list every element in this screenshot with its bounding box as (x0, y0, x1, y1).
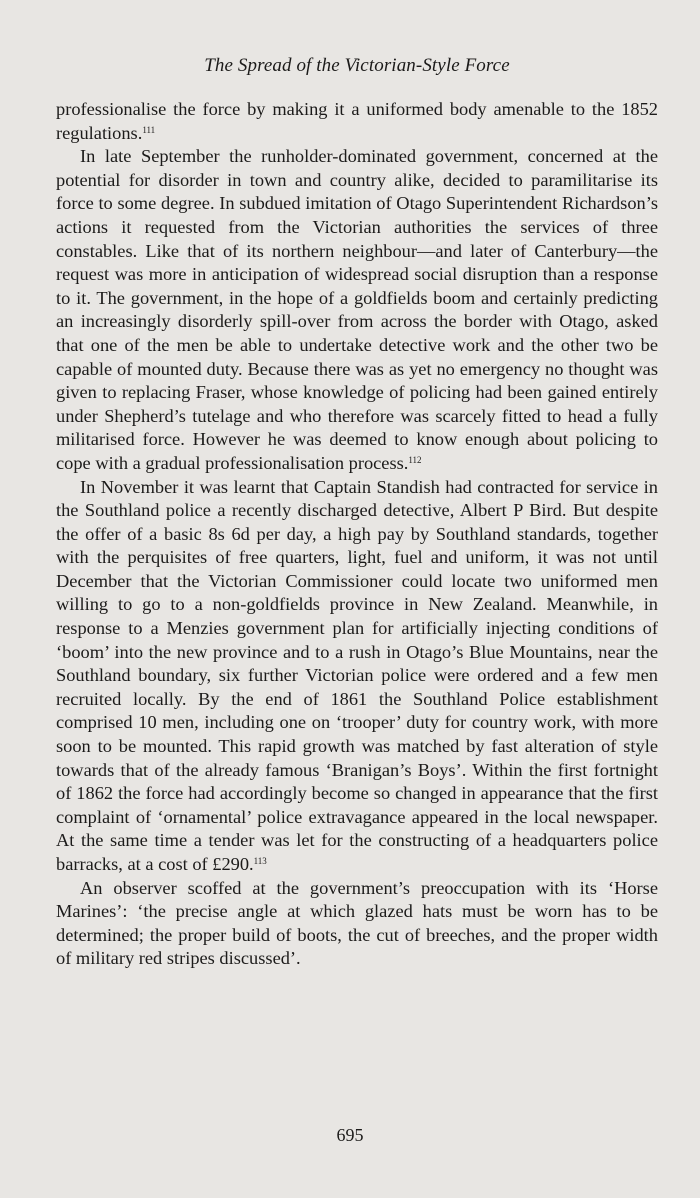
paragraph (56, 145, 658, 475)
paragraph-text: In late September the runholder-dominated government, concerned at the potential for disorder in town and country alike, decided to paramilitarise its force to some degree. In subdued imitation of Otago Superintendent Richardson’s actions it requested from the Victorian authorities the services of three constables. Like that of its northern neighbour—and later of Canterbury—the request was more in anticipation of widespread social disruption than a response to it. The government, in the hope of a goldfields boom and certainly predicting an increasingly disorderly spill-over from across the border with Otago, asked that one of the men be able to undertake detective work and the other two be capable of mounted duty. Because there was as yet no emergency no thought was given to replacing Fraser, whose knowledge of policing had been gained entirely under Shepherd’s tutelage and who therefore was scarcely fitted to head a fully militarised force. However he was deemed to know enough about policing to cope with a gradual professionalisation process. (56, 146, 658, 473)
paragraph-text: An observer scoffed at the government’s preoccupation with its ‘Horse Marines’: ‘the precise angle at which glazed hats must be worn has to be determined; the proper build of boots, the cut of breeches, and the proper width of military red stripes discussed’. (56, 877, 658, 969)
paragraph (56, 98, 658, 145)
body-text (56, 98, 658, 971)
footnote-ref: 111 (142, 124, 156, 135)
paragraph-text: In November it was learnt that Captain Standish had contracted for service in the Southland police a recently discharged detective, Albert P Bird. But despite the offer of a basic 8s 6d per day, a high pay by Southland standards, together with the perquisites of free quarters, light, fuel and uniform, it was not until December that the Victorian Commissioner could locate two uniformed men willing to go to a non-goldfields province in New Zealand. Meanwhile, in response to a Menzies government plan for artificially injecting conditions of ‘boom’ into the new province and to a rush in Otago’s Blue Mountains, near the Southland boundary, six further Victorian police were ordered and a few men recruited locally. By the end of 1861 the Southland Police establishment comprised 10 men, including one on ‘trooper’ duty for country work, with more soon to be mounted. This rapid growth was matched by fast alteration of style towards that of the already famous ‘Branigan’s Boys’. Within the first fortnight of 1862 the force had accordingly become so changed in appearance that the first complaint of ‘ornamental’ police extravagance appeared in the local newspaper. At the same time a tender was let for the constructing of a headquarters police barracks, at a cost of £290. (56, 476, 658, 874)
page-number: 695 (336, 1125, 364, 1145)
footnote-ref: 113 (253, 856, 267, 866)
paragraph (56, 476, 658, 877)
paragraph-text: professionalise the force by making it a uniformed body amenable to the 1852 regulations. (56, 99, 658, 143)
running-head: The Spread of the Victorian-Style Force (204, 55, 510, 76)
paragraph (56, 877, 658, 971)
footnote-ref: 112 (408, 454, 422, 465)
